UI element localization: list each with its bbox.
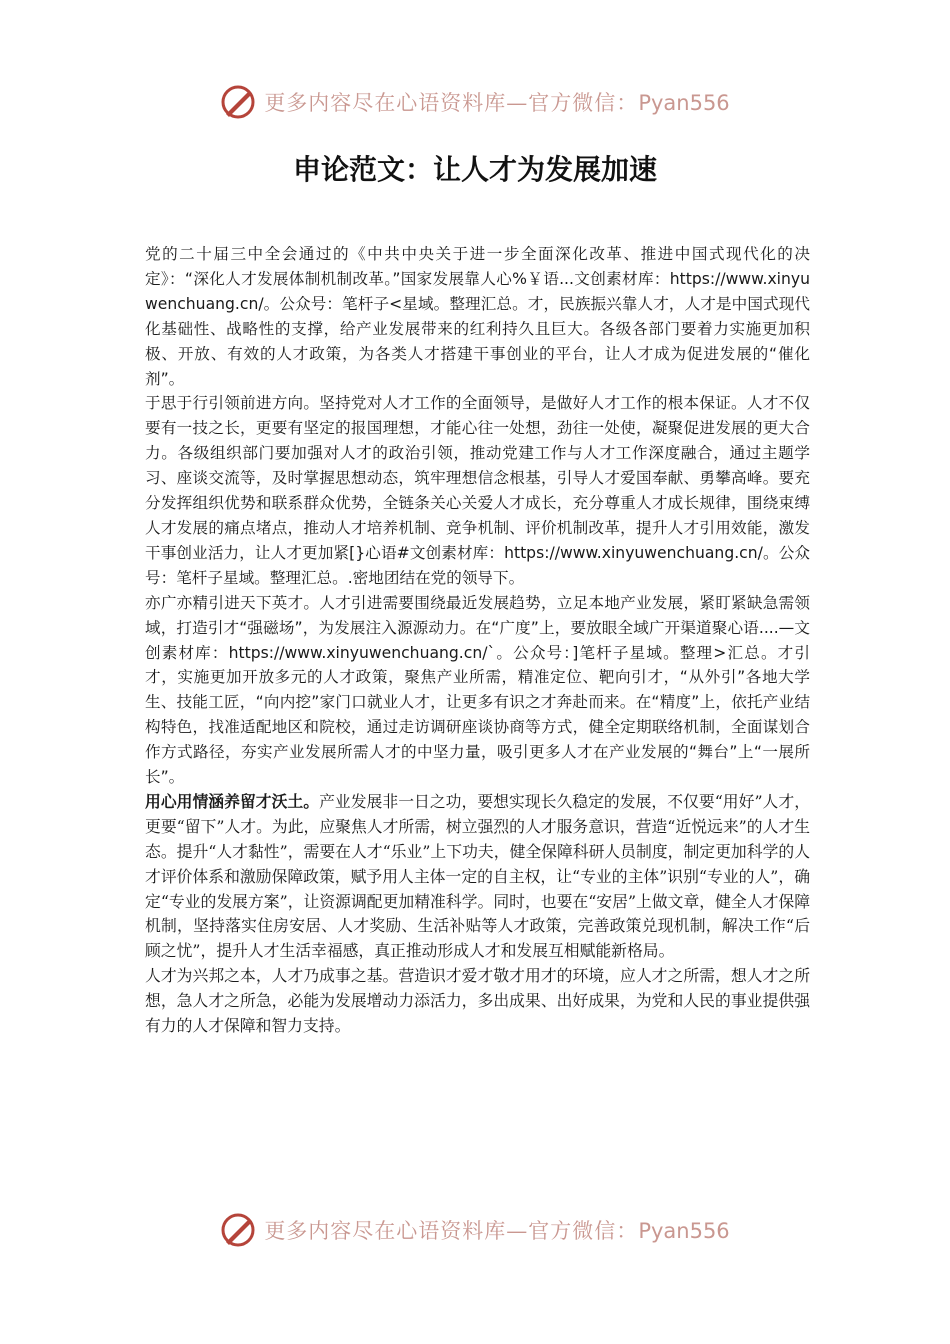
footer-watermark xyxy=(0,1212,950,1248)
article-body xyxy=(145,242,810,1039)
pen-circle-logo-icon xyxy=(220,84,256,120)
paragraph-4-lead: 用心用情涵养留才沃土。 xyxy=(145,791,320,811)
watermark-account: Pyan556 xyxy=(638,91,730,115)
paragraph-5: 人才为兴邦之本，人才乃成事之基。营造识才爱才敬才用才的环境，应人才之所需，想人才之所想，急人才之所急，必能为发展增动力添活力，多出成果、出好成果，为党和人民的事业提供强有力的人才保障和智力支持。 xyxy=(145,966,810,1036)
pen-circle-logo-icon xyxy=(220,1212,256,1248)
paragraph-4: 用心用情涵养留才沃土。产业发展非一日之功，要想实现长久稳定的发展，不仅要“用好”人才，更要“留下”人才。为此，应聚焦人才所需，树立强烈的人才服务意识，营造“近悦远来”的人才生态。提升“人才黏性”，需要在人才“乐业”上下功夫，健全保障科研人员制度，制定更加科学的人才评价体系和激励保障政策，赋予用人主体一定的自主权，让“专业的主体”识别“专业的人”，确定“专业的发展方案”，让资源调配更加精准科学。同时，也要在“安居”上做文章，健全人才保障机制，坚持落实住房安居、人才奖励、生活补贴等人才政策，完善政策兑现机制，解决工作“后顾之忧”，提升人才生活幸福感，真正推动形成人才和发展互相赋能新格局。 xyxy=(145,791,810,961)
watermark-text: 更多内容尽在心语资料库—官方微信：Pyan556 xyxy=(264,1219,730,1243)
paragraph-1: 党的二十届三中全会通过的《中共中央关于进一步全面深化改革、推进中国式现代化的决定》：“深化人才发展体制机制改革。”国家发展靠人心%￥语...文创素材库：https://www.xinyuwenchuang.cn/。公众号：笔杆子<星域。整理汇总。才，民族振兴靠人才，人才是中国式现代化基础性、战略性的支撑，给产业发展带来的红利持久且巨大。各级各部门要着力实施更加积极、开放、有效的人才政策，为各类人才搭建干事创业的平台，让人才成为促进发展的“催化剂”。 xyxy=(145,245,810,388)
watermark-account: Pyan556 xyxy=(638,1219,730,1243)
header-watermark xyxy=(0,84,950,120)
watermark-text: 更多内容尽在心语资料库—官方微信：Pyan556 xyxy=(264,91,730,115)
page-title: 申论范文：让人才为发展加速 xyxy=(292,153,657,186)
paragraph-2: 于思于行引领前进方向。坚持党对人才工作的全面领导，是做好人才工作的根本保证。人才不仅要有一技之长，更要有坚定的报国理想，才能心往一处想，劲往一处使，凝聚促进发展的更大合力。各级组织部门要加强对人才的政治引领，推动党建工作与人才工作深度融合，通过主题学习、座谈交流等，及时掌握思想动态，筑牢理想信念根基，引导人才爱国奉献、勇攀高峰。要充分发挥组织优势和联系群众优势，全链条关心关爱人才成长，充分尊重人才成长规律，围绕束缚人才发展的痛点堵点，推动人才培养机制、竞争机制、评价机制改革，提升人才引用效能，激发干事创业活力，让人才更加紧[}心语#文创素材库：https://www.xinyuwenchuang.cn/。公众号：笔杆子星域。整理汇总。.密地团结在党的领导下。 xyxy=(145,394,810,587)
paragraph-3: 亦广亦精引进天下英才。人才引进需要围绕最近发展趋势，立足本地产业发展，紧盯紧缺急需领域，打造引才“强磁场”，为发展注入源源动力。在“广度”上，要放眼全域广开渠道聚心语....—文创素材库：https://www.xinyuwenchuang.cn/`。公众号：]笔杆子星域。整理>汇总。才引才，实施更加开放多元的人才政策，聚焦产业所需，精准定位、靶向引才，“从外引”各地大学生、技能工匠，“向内挖”家门口就业人才，让更多有识之才奔赴而来。在“精度”上，依托产业结构特色，找准适配地区和院校，通过走访调研座谈协商等方式，健全定期联络机制，全面谋划合作方式路径，夯实产业发展所需人才的中坚力量，吸引更多人才在产业发展的“舞台”上“一展所长”。 xyxy=(145,593,810,787)
